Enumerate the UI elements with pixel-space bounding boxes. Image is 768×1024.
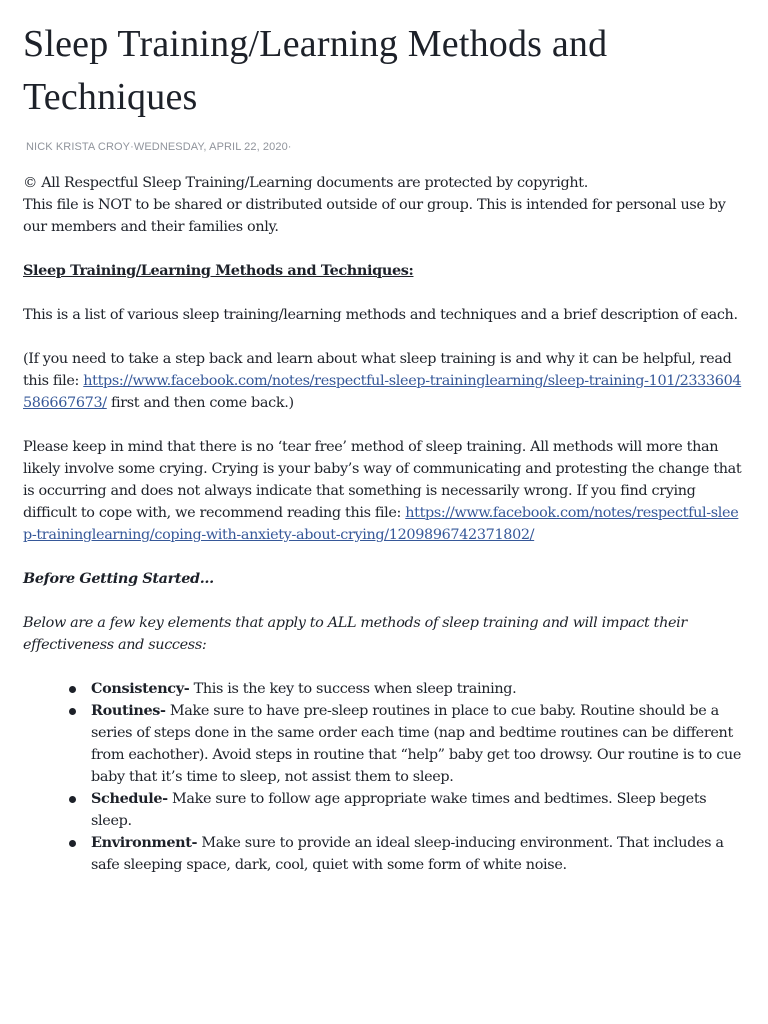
list-item-term: Routines-	[91, 702, 166, 719]
page-title: Sleep Training/Learning Methods and Techniques	[23, 23, 608, 118]
list-item-routines	[91, 700, 747, 788]
key-elements-list	[23, 678, 747, 876]
list-item-text: Make sure to have pre-sleep routines in place to cue baby. Routine should be a series of steps done in the same order each time (nap and bedtime routines can be different from eachother). Avoid steps in routine that “help” baby get too drowsy. Our routine is to cue baby that it’s time to sleep, not assist them to sleep.	[91, 703, 742, 785]
step-back-after: first and then come back.)	[106, 395, 294, 411]
list-item-text: This is the key to success when sleep training.	[189, 681, 517, 697]
list-item-term: Schedule-	[91, 790, 168, 807]
coping-with-crying-link[interactable]: https://www.facebook.com/notes/respectful-sleep-traininglearning/coping-with-anxiety-about-crying/1209896742371802/	[23, 505, 739, 543]
note-content	[23, 172, 747, 876]
bullet-dot-icon	[69, 796, 76, 803]
bullet-dot-icon	[69, 708, 76, 715]
list-item-text: Make sure to follow age appropriate wake times and bedtimes. Sleep begets sleep.	[91, 791, 707, 829]
step-back-text: (If you need to take a step back and learn about what sleep training is and why it can be helpful, read this file:	[23, 351, 732, 389]
share-notice: This file is NOT to be shared or distributed outside of our group. This is intended for personal use by our members and their families only.	[23, 197, 726, 235]
author-link[interactable]: NICK KRISTA CROY	[26, 141, 131, 153]
intro-paragraph: This is a list of various sleep training/learning methods and techniques and a brief description of each.	[23, 307, 738, 323]
step-back-paragraph	[23, 348, 747, 414]
bullet-dot-icon	[69, 686, 76, 693]
list-item-term: Environment-	[91, 834, 198, 851]
date-link[interactable]: WEDNESDAY, APRIL 22, 2020	[133, 141, 288, 153]
section-heading-paragraph	[23, 260, 747, 282]
list-item-consistency	[91, 678, 747, 700]
list-item-term: Consistency-	[91, 680, 190, 697]
byline-separator: ·	[130, 141, 134, 153]
section-heading: Sleep Training/Learning Methods and Techniques:	[23, 262, 414, 279]
byline-trailing-separator: ·	[287, 141, 292, 153]
list-item-schedule	[91, 788, 747, 832]
crying-paragraph	[23, 436, 747, 546]
before-heading: Before Getting Started…	[23, 570, 214, 587]
copyright-paragraph	[23, 172, 747, 238]
crying-text: Please keep in mind that there is no ‘tear free’ method of sleep training. All methods will more than likely involve some crying. Crying is your baby’s way of communicating and protesting the change that is occurring and does not always indicate that something is necessarily wrong. If you find crying difficult to cope with, we recommend reading this file:	[23, 439, 742, 521]
sleep-training-101-link[interactable]: https://www.facebook.com/notes/respectful-sleep-traininglearning/sleep-training-101/2333604586667673/	[23, 373, 742, 411]
bullet-dot-icon	[69, 840, 76, 847]
byline	[26, 141, 747, 153]
copyright-line: © All Respectful Sleep Training/Learning documents are protected by copyright.	[23, 175, 588, 191]
list-item-text: Make sure to provide an ideal sleep-inducing environment. That includes a safe sleeping space, dark, cool, quiet with some form of white noise.	[91, 835, 724, 873]
list-item-environment	[91, 832, 747, 876]
key-elements-intro: Below are a few key elements that apply to ALL methods of sleep training and will impact their effectiveness and success:	[23, 615, 687, 653]
note-page	[23, 18, 747, 876]
before-heading-paragraph	[23, 568, 747, 590]
